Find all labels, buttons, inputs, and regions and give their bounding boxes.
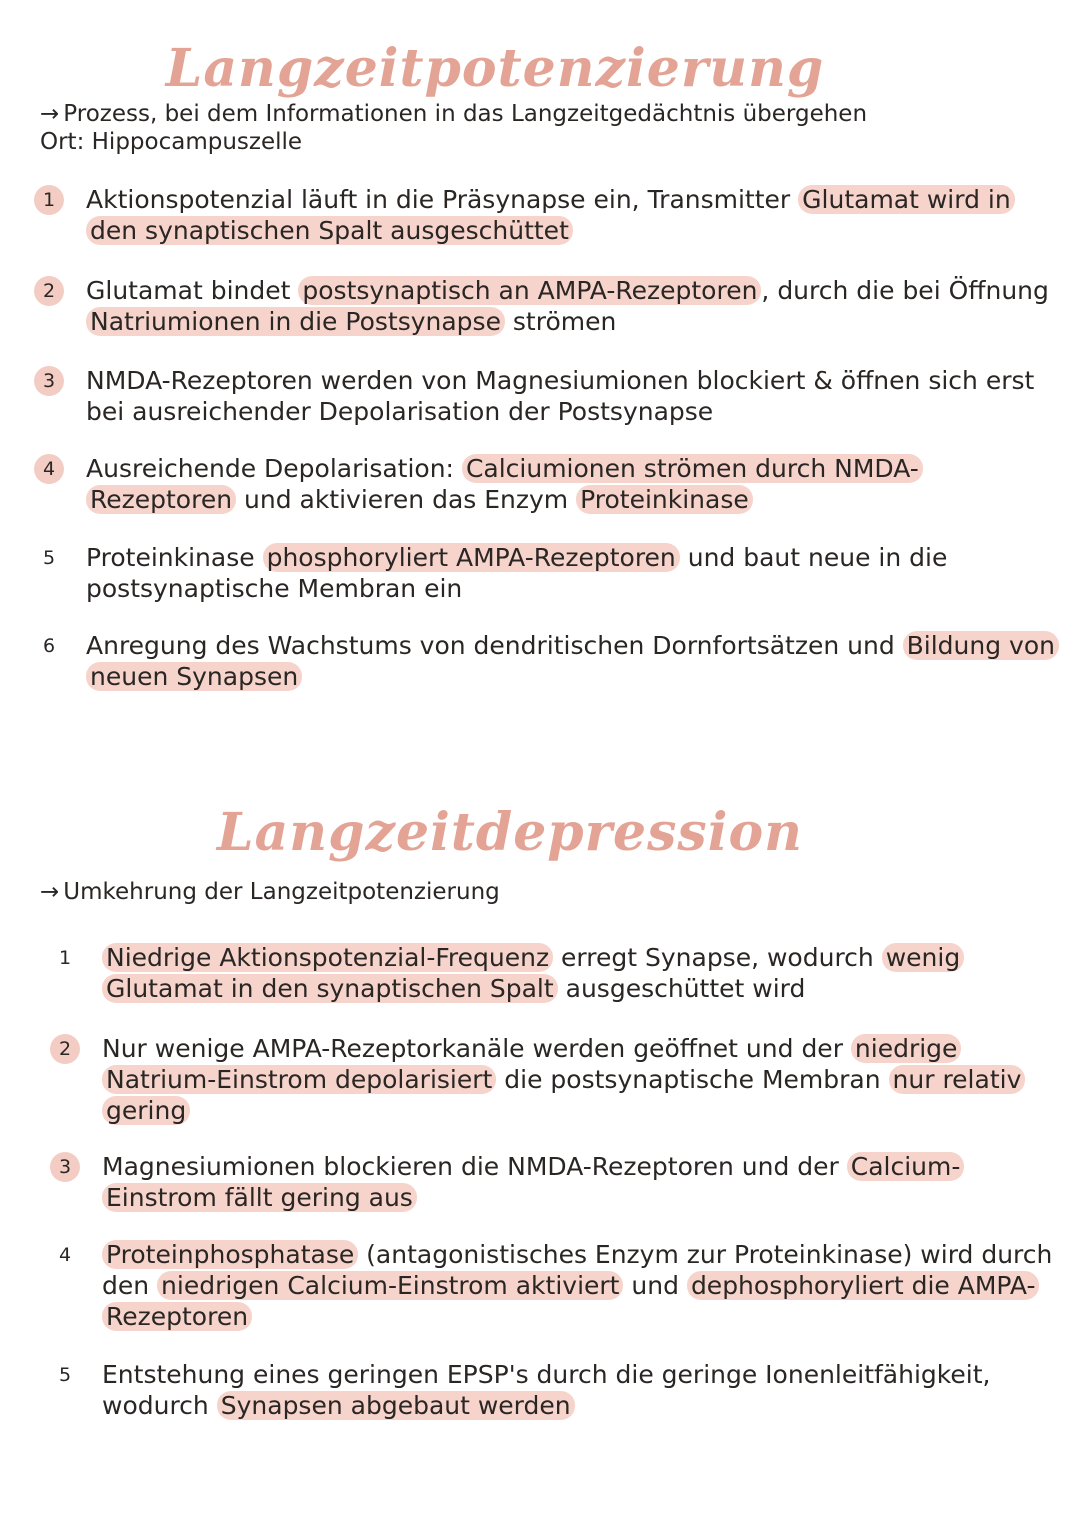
step-number: 2 bbox=[34, 276, 64, 306]
step-number: 3 bbox=[34, 366, 64, 396]
notes-page: Langzeitpotenzierung → Prozess, bei dem Informationen in das Langzeitgedächtnis übergehen Ort: Hippocampuszelle 1 Aktionspotenzial läuft in die Präsynapse ein, Transmitter Glutamat wird in den synaptischen Spalt ausgeschüttet 2 Glutamat bindet postsynaptisch an AMPA-Rezeptoren , durch die bei Öffnung Natriumionen in die Postsynapse strömen 3 NMDA-Rezeptoren werden von Magnesiumionen blockiert & öffnen sich erst bei ausreichender Depolarisation der Postsynapse 4 Ausreichende Depolarisation: Calciumionen strömen durch NMDA-Rezeptoren und aktivieren das Enzym Proteinkinase 5 Proteinkinase phosphoryliert AMPA-Rezeptoren und baut neue in die postsynaptische Membran ein 6 Anregung des Wachstums von dendritischen Dornfortsätzen und Bildung von neuen Synapsen Langzeitdepression → Umkehrung der Langzeitpotenzierung 1 Niedrige Aktionspotenzial-Frequenz erregt Synapse, wodurch wenig Glutamat in den synaptischen Spalt ausgeschüttet wird 2 Nur wenige AMPA-Rezeptorkanäle werden geöffnet und der niedrige Natrium-Einstrom depolarisiert die postsynaptische Membran nur relativ gering 3 Magnesiumionen blockieren die NMDA-Rezeptoren und der Calcium-Einstrom fällt gering aus 4 Proteinphosphatase (antagonistisches Enzym zur Proteinkinase) wird durch den niedrigen Calcium-Einstrom aktiviert und dephosphoryliert die AMPA-Rezeptoren 5 Entstehung eines geringen EPSP's durch die geringe Ionenleitfähigkeit, wodurch Synapsen abgebaut werden bbox=[0, 0, 1080, 1527]
highlight: Proteinphosphatase bbox=[102, 1240, 358, 1269]
highlight: Calcium-Einstrom fällt gering aus bbox=[102, 1152, 964, 1212]
intro-location: Ort: Hippocampuszelle bbox=[40, 129, 303, 155]
arrow-right-icon: → bbox=[40, 879, 60, 905]
highlight: Glutamat wird in den synaptischen Spalt ausgeschüttet bbox=[86, 185, 1015, 245]
highlight: Calciumionen strömen durch NMDA-Rezeptoren bbox=[86, 454, 923, 514]
highlight: niedrige Natrium-Einstrom depolarisiert bbox=[102, 1034, 961, 1094]
section-intro-ltp bbox=[40, 100, 867, 156]
step-number: 1 bbox=[34, 185, 64, 215]
intro-definition: → Umkehrung der Langzeitpotenzierung bbox=[40, 879, 500, 905]
step-number: 5 bbox=[58, 1364, 72, 1386]
section-intro-ltd bbox=[40, 878, 500, 906]
highlight: Synapsen abgebaut werden bbox=[217, 1391, 575, 1420]
step-number: 3 bbox=[50, 1152, 80, 1182]
highlight: phosphoryliert AMPA-Rezeptoren bbox=[263, 543, 680, 572]
step-number: 1 bbox=[58, 947, 72, 969]
highlight: dephosphoryliert die AMPA-Rezeptoren bbox=[102, 1271, 1039, 1331]
step-number: 2 bbox=[50, 1034, 80, 1064]
step-number: 4 bbox=[34, 454, 64, 484]
highlight: Niedrige Aktionspotenzial-Frequenz bbox=[102, 943, 553, 972]
highlight: niedrigen Calcium-Einstrom aktiviert bbox=[157, 1271, 623, 1300]
highlight: Bildung von neuen Synapsen bbox=[86, 631, 1059, 691]
intro-definition: → Prozess, bei dem Informationen in das Langzeitgedächtnis übergehen bbox=[40, 101, 868, 127]
highlight: wenig Glutamat in den synaptischen Spalt bbox=[102, 943, 964, 1003]
step-number: 6 bbox=[42, 635, 56, 657]
step-number: 5 bbox=[42, 547, 56, 569]
section-title-ltd: Langzeitdepression bbox=[217, 802, 803, 863]
highlight: Proteinkinase bbox=[576, 485, 753, 514]
section-title-ltp: Langzeitpotenzierung bbox=[165, 38, 825, 99]
highlight: postsynaptisch an AMPA-Rezeptoren bbox=[298, 276, 761, 305]
step-number: 4 bbox=[58, 1244, 72, 1266]
highlight: nur relativ gering bbox=[102, 1065, 1025, 1125]
highlight: Natriumionen in die Postsynapse bbox=[86, 307, 505, 336]
arrow-right-icon: → bbox=[40, 101, 60, 127]
